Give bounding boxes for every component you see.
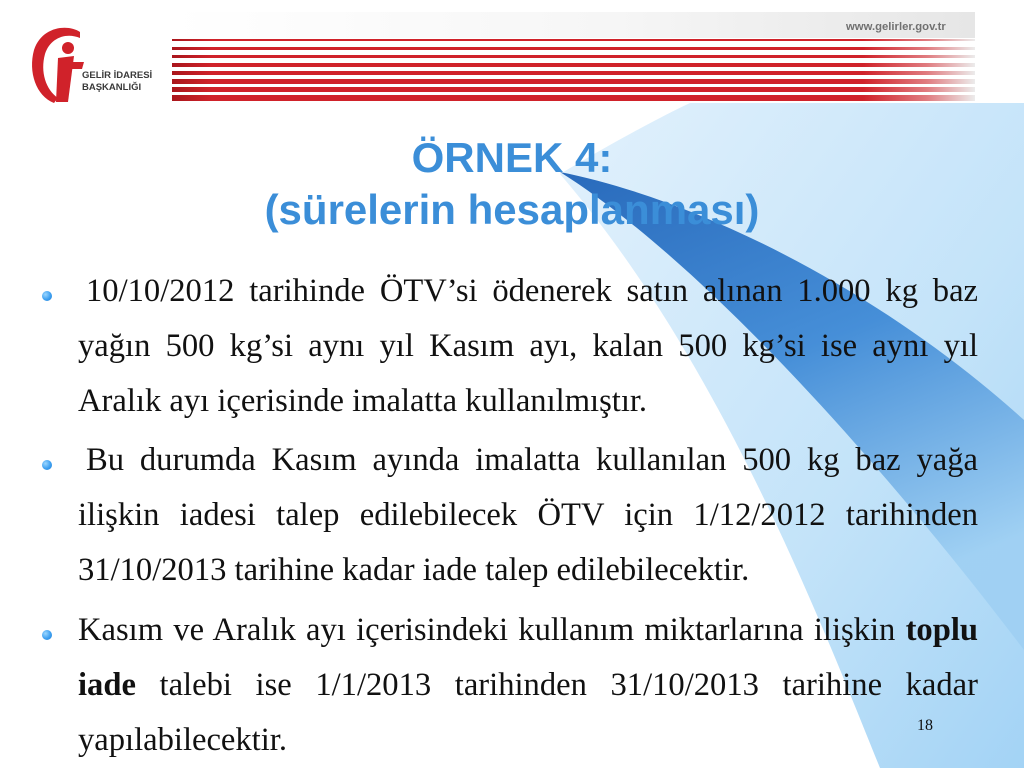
gelir-idaresi-logo-icon: [28, 24, 84, 104]
page-number: 18: [917, 717, 933, 734]
bullet-list: [78, 264, 978, 768]
title-line-2: (sürelerin hesaplanması): [264, 186, 760, 233]
header-stripe: [172, 55, 975, 58]
header-stripe: [172, 87, 975, 92]
bullet-text: Bu durumda Kasım ayında imalatta kullanılan 500 kg baz yağa ilişkin iadesi talep edilebilecek ÖTV için 1/12/2012 tarihinden 31/10/2013 tarihine kadar iade talep edilebilecektir.: [78, 442, 978, 588]
bullet-text: Kasım ve Aralık ayı içerisindeki kullanım miktarlarına ilişkin: [78, 611, 906, 648]
header-stripe: [172, 63, 975, 67]
website-url: www.gelirler.gov.tr: [846, 21, 946, 33]
title-line-1: ÖRNEK 4:: [411, 134, 613, 181]
bullet-item: [78, 433, 978, 598]
bullet-dot-icon: [42, 291, 52, 301]
logo-text-line-2: BAŞKANLIĞI: [82, 82, 142, 93]
slide-title: [0, 132, 1024, 236]
bullet-dot-icon: [42, 460, 52, 470]
bullet-item: [78, 603, 978, 768]
bullet-text: talebi ise 1/1/2013 tarihinden 31/10/2013 tarihine kadar yapılabilecektir.: [78, 666, 978, 758]
header-stripe: [172, 39, 975, 41]
header-stripe: [172, 79, 975, 84]
header-stripes: [172, 38, 975, 102]
header-stripe: [172, 47, 975, 50]
header-stripe: [172, 95, 975, 101]
bullet-text: 10/10/2012 tarihinde ÖTV’si ödenerek satın alınan 1.000 kg baz yağın 500 kg’si aynı yıl Kasım ayı, kalan 500 kg’si ise aynı yıl Aralık ayı içerisinde imalatta kullanılmıştır.: [78, 272, 978, 419]
logo-g-bar: [71, 62, 84, 69]
logo-i-dot: [62, 42, 74, 54]
header-stripe: [172, 71, 975, 75]
bullet-dot-icon: [42, 630, 52, 640]
logo-text-line-1: GELİR İDARESİ: [82, 70, 153, 81]
logo-i-stem: [56, 56, 74, 102]
bullet-bold-text: toplu iade: [78, 611, 978, 703]
bullet-item: [78, 264, 978, 429]
